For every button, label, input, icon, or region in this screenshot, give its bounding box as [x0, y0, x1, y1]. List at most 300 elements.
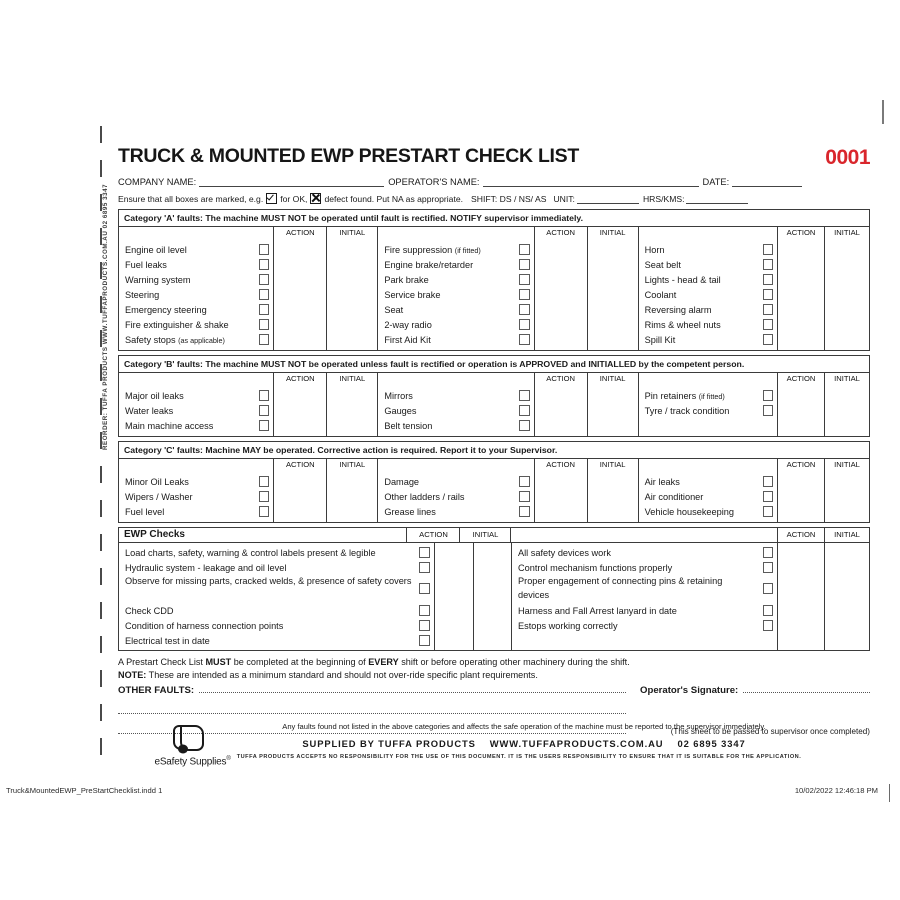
action-input[interactable] — [534, 470, 587, 522]
checklist-item[interactable] — [378, 474, 533, 489]
print-edge-tick — [889, 784, 891, 802]
item-label: Water leaks — [125, 405, 174, 416]
initial-input[interactable] — [473, 543, 511, 650]
section-heading: Category 'A' faults: The machine MUST NOT be operated until fault is rectified. NOTIFY supervisor immediately. — [119, 210, 869, 227]
items-list — [119, 238, 273, 350]
action-input[interactable] — [777, 543, 824, 650]
column-body — [378, 384, 637, 436]
initial-header: INITIAL — [824, 227, 869, 238]
checklist-item[interactable] — [119, 633, 434, 648]
column-2 — [377, 373, 637, 436]
item-label: First Aid Kit — [384, 334, 431, 345]
checklist-item[interactable] — [119, 257, 273, 272]
column-body — [639, 470, 869, 522]
column-body — [119, 543, 511, 650]
esafety-supplies-logo-block — [145, 722, 240, 767]
item-label: Control mechanism functions properly — [518, 562, 673, 573]
item-label: Wipers / Washer — [125, 491, 193, 502]
instruction-defect-text: defect found. Put NA as appropriate. — [324, 193, 463, 204]
print-filename: Truck&MountedEWP_PreStartChecklist.indd 1 — [6, 786, 163, 795]
action-input[interactable] — [534, 238, 587, 350]
checklist-item[interactable] — [512, 618, 777, 633]
esafety-supplies-logo-text — [145, 756, 240, 767]
checklist-item[interactable] — [378, 242, 533, 257]
item-checkbox[interactable] — [259, 506, 270, 517]
prestart-note-every: EVERY — [368, 657, 399, 667]
checklist-item[interactable] — [119, 242, 273, 257]
column-1 — [119, 459, 377, 522]
checklist-item[interactable] — [119, 575, 434, 603]
checklist-item[interactable] — [639, 257, 777, 272]
item-checkbox[interactable] — [259, 491, 270, 502]
pass-to-supervisor-note: (This sheet to be passed to supervisor once completed) — [670, 727, 870, 736]
action-header: ACTION — [777, 528, 824, 542]
item-checkbox[interactable] — [259, 289, 270, 300]
date-field[interactable] — [732, 176, 802, 187]
checklist-item[interactable] — [378, 317, 533, 332]
item-label: Proper engagement of connecting pins & retaining devices — [518, 576, 723, 600]
checklist-item-empty — [512, 633, 777, 648]
ewp-column-1 — [119, 543, 511, 650]
logo-wordmark: eSafety Supplies — [154, 756, 227, 768]
header-blank — [511, 528, 777, 542]
item-label: Electrical test in date — [125, 635, 210, 646]
other-faults-group — [118, 684, 626, 696]
item-checkbox[interactable] — [419, 635, 430, 646]
item-label: Fire suppression — [384, 244, 453, 255]
perforation-tick — [100, 466, 102, 483]
item-checkbox[interactable] — [419, 583, 430, 594]
hrskms-label: HRS/KMS: — [642, 193, 685, 204]
item-checkbox[interactable] — [259, 405, 270, 416]
action-header: ACTION — [777, 459, 824, 470]
checklist-item[interactable] — [119, 332, 273, 347]
column-1 — [119, 373, 377, 436]
item-label: Check CDD — [125, 605, 174, 616]
perforation-tick — [100, 568, 102, 585]
item-label: Engine oil level — [125, 244, 187, 255]
items-list — [378, 238, 533, 350]
initial-header: INITIAL — [587, 373, 638, 384]
item-checkbox[interactable] — [763, 506, 774, 517]
operator-signature-input[interactable] — [743, 684, 870, 693]
column-body — [119, 238, 377, 350]
checklist-item[interactable] — [378, 504, 533, 519]
column-2 — [377, 459, 637, 522]
column-header-strip — [639, 373, 869, 384]
action-header: ACTION — [406, 528, 459, 542]
item-label: Grease lines — [384, 506, 436, 517]
item-label: Hydraulic system - leakage and oil level — [125, 562, 287, 573]
perforation-tick — [100, 534, 102, 551]
item-label: Service brake — [384, 289, 441, 300]
section-category-b — [118, 355, 870, 437]
checklist-item[interactable] — [119, 618, 434, 633]
website-text: WWW.TUFFAPRODUCTS.COM.AU — [489, 738, 664, 749]
item-label: Air leaks — [644, 476, 680, 487]
item-label: Reversing alarm — [644, 304, 712, 315]
item-checkbox[interactable] — [259, 244, 270, 255]
other-faults-input-line-2[interactable] — [118, 705, 626, 714]
item-label: Tyre / track condition — [644, 405, 730, 416]
checklist-item[interactable] — [378, 489, 533, 504]
item-label: Load charts, safety, warning & control labels present & legible — [125, 547, 376, 558]
item-label: Major oil leaks — [125, 390, 184, 401]
item-label: Other ladders / rails — [384, 491, 465, 502]
checklist-item[interactable] — [378, 257, 533, 272]
item-checkbox[interactable] — [519, 319, 530, 330]
item-checkbox[interactable] — [519, 491, 530, 502]
checklist-item[interactable] — [639, 403, 777, 418]
item-checkbox[interactable] — [763, 491, 774, 502]
ewp-heading-col-2 — [510, 528, 869, 542]
company-name-label: COMPANY NAME: — [118, 177, 197, 187]
initial-header: INITIAL — [326, 227, 377, 238]
item-checkbox[interactable] — [519, 405, 530, 416]
item-checkbox[interactable] — [763, 274, 774, 285]
column-header-strip — [378, 373, 637, 384]
item-checkbox[interactable] — [519, 244, 530, 255]
checklist-item[interactable] — [639, 317, 777, 332]
initial-header: INITIAL — [326, 373, 377, 384]
action-header: ACTION — [534, 459, 587, 470]
action-header: ACTION — [534, 227, 587, 238]
items-list — [639, 384, 777, 436]
item-checkbox[interactable] — [519, 476, 530, 487]
action-header: ACTION — [534, 373, 587, 384]
checklist-item[interactable] — [512, 575, 777, 603]
checklist-item[interactable] — [119, 504, 273, 519]
item-checkbox[interactable] — [763, 547, 774, 558]
item-checkbox[interactable] — [419, 547, 430, 558]
item-label: Fire extinguisher & shake — [125, 319, 229, 330]
items-list — [378, 470, 533, 522]
header-blank — [639, 373, 777, 384]
checklist-item[interactable] — [639, 332, 777, 347]
perforation-tick-right — [882, 100, 884, 124]
ewp-header-columns — [119, 528, 869, 543]
crossed-box-icon — [310, 193, 321, 204]
item-checkbox[interactable] — [519, 390, 530, 401]
item-label: Vehicle housekeeping — [644, 506, 735, 517]
column-body — [119, 384, 377, 436]
item-label: Engine brake/retarder — [384, 259, 474, 270]
section-heading: Category 'C' faults: Machine MAY be operated. Corrective action is required. Report it to your Supervisor. — [119, 442, 869, 459]
disclaimer-text: TUFFA PRODUCTS ACCEPTS NO RESPONSIBILITY FOR THE USE OF THIS DOCUMENT. IT IS THE USERS RESPONSIBILITY TO ENSURE THAT IT IS SUITABLE FOR THE APPLICATION. — [236, 754, 802, 760]
item-label: Lights - head & tail — [644, 274, 721, 285]
perforation-tick — [100, 602, 102, 619]
items-list — [512, 543, 777, 650]
item-label: Observe for missing parts, cracked welds, & presence of safety covers — [125, 576, 412, 586]
operator-name-field[interactable] — [483, 176, 699, 187]
other-faults-input[interactable] — [199, 684, 626, 693]
item-checkbox[interactable] — [519, 289, 530, 300]
checklist-item[interactable] — [119, 302, 273, 317]
checklist-item[interactable] — [639, 504, 777, 519]
items-list — [639, 470, 777, 522]
item-label: Main machine access — [125, 420, 214, 431]
item-checkbox[interactable] — [519, 506, 530, 517]
column-body — [512, 543, 869, 650]
item-label: Park brake — [384, 274, 429, 285]
checklist-item[interactable] — [378, 332, 533, 347]
column-header-strip — [639, 227, 869, 238]
perforation-tick — [100, 636, 102, 653]
initial-input[interactable] — [824, 238, 869, 350]
item-checkbox[interactable] — [519, 420, 530, 431]
item-checkbox[interactable] — [763, 405, 774, 416]
prestart-note-must: MUST — [205, 657, 232, 667]
column-header-strip — [119, 373, 377, 384]
column-header-strip — [119, 227, 377, 238]
checklist-item[interactable] — [639, 489, 777, 504]
initial-input[interactable] — [326, 470, 377, 522]
checklist-item[interactable] — [119, 474, 273, 489]
item-checkbox[interactable] — [763, 583, 774, 594]
serial-number: 0001 — [825, 146, 870, 169]
perforation-tick — [100, 500, 102, 517]
action-input[interactable] — [777, 238, 824, 350]
item-checkbox[interactable] — [763, 259, 774, 270]
action-input[interactable] — [273, 238, 326, 350]
item-checkbox[interactable] — [763, 476, 774, 487]
checklist-item[interactable] — [639, 272, 777, 287]
items-list — [119, 543, 434, 650]
section-category-c — [118, 441, 870, 523]
identity-row — [118, 174, 870, 187]
column-header-strip — [511, 528, 869, 542]
perforation-tick — [100, 704, 102, 721]
item-checkbox[interactable] — [419, 605, 430, 616]
other-faults-line-2-row — [118, 705, 870, 716]
section-columns — [119, 373, 869, 436]
ewp-heading-col — [119, 528, 510, 542]
perforation-tick — [100, 738, 102, 755]
item-checkbox[interactable] — [259, 274, 270, 285]
column-1 — [119, 227, 377, 350]
initial-header: INITIAL — [824, 373, 869, 384]
ewp-body-columns — [119, 543, 869, 650]
hrskms-field[interactable] — [686, 194, 748, 204]
operator-signature-label: Operator's Signature: — [640, 685, 739, 696]
item-label: Rims & wheel nuts — [644, 319, 721, 330]
items-list — [639, 238, 777, 350]
column-header-strip — [378, 227, 637, 238]
item-checkbox[interactable] — [259, 259, 270, 270]
item-checkbox[interactable] — [763, 289, 774, 300]
items-list — [119, 384, 273, 436]
item-checkbox[interactable] — [763, 334, 774, 345]
section-heading: Category 'B' faults: The machine MUST NOT be operated unless fault is rectified or operation is APPROVED and INITIALLED by the competent person. — [119, 356, 869, 373]
checklist-item[interactable] — [119, 418, 273, 433]
item-checkbox[interactable] — [763, 390, 774, 401]
item-checkbox[interactable] — [763, 244, 774, 255]
column-3 — [638, 373, 869, 436]
checklist-item[interactable] — [378, 388, 533, 403]
checklist-item[interactable] — [378, 302, 533, 317]
item-checkbox[interactable] — [259, 334, 270, 345]
section-columns — [119, 227, 869, 350]
checklist-item[interactable] — [512, 545, 777, 560]
item-label: Condition of harness connection points — [125, 620, 284, 631]
initial-input[interactable] — [587, 238, 638, 350]
item-label: Coolant — [644, 289, 677, 300]
checklist-item[interactable] — [639, 287, 777, 302]
item-checkbox[interactable] — [419, 562, 430, 573]
initial-input[interactable] — [824, 384, 869, 436]
checklist-item[interactable] — [119, 272, 273, 287]
section-ewp-checks — [118, 527, 870, 651]
item-checkbox[interactable] — [519, 274, 530, 285]
action-header: ACTION — [777, 227, 824, 238]
item-label: Harness and Fall Arrest lanyard in date — [518, 605, 677, 616]
item-label: Warning system — [125, 274, 191, 285]
print-timestamp: 10/02/2022 12:46:18 PM — [794, 786, 878, 795]
header-blank — [639, 227, 777, 238]
prestart-note-e: shift or before operating other machinery during the shift. — [398, 657, 630, 667]
item-label: Mirrors — [384, 390, 413, 401]
checklist-item[interactable] — [378, 418, 533, 433]
initial-input[interactable] — [326, 238, 377, 350]
header-blank — [378, 459, 533, 470]
initial-header: INITIAL — [824, 528, 869, 542]
column-header-strip — [378, 459, 637, 470]
item-checkbox[interactable] — [763, 319, 774, 330]
column-body — [639, 238, 869, 350]
column-2 — [377, 227, 637, 350]
action-header: ACTION — [273, 373, 326, 384]
phone-text: 02 6895 3347 — [677, 738, 746, 749]
column-body — [119, 470, 377, 522]
initial-input[interactable] — [587, 384, 638, 436]
action-input[interactable] — [273, 470, 326, 522]
supplied-by-text: SUPPLIED BY TUFFA PRODUCTS — [302, 738, 476, 749]
signature-group — [626, 684, 870, 696]
item-sublabel: (as applicable) — [178, 335, 225, 345]
item-checkbox[interactable] — [259, 420, 270, 431]
footer-note: Any faults found not listed in the above categories and affects the safe operation of the machine must be reported to the supervisor immediately. — [282, 722, 766, 731]
action-input[interactable] — [777, 384, 824, 436]
checklist-item[interactable] — [119, 317, 273, 332]
checklist-item[interactable] — [119, 489, 273, 504]
item-checkbox[interactable] — [419, 620, 430, 631]
prestart-note-c: be completed at the beginning of — [231, 657, 369, 667]
item-checkbox[interactable] — [763, 620, 774, 631]
item-checkbox[interactable] — [763, 605, 774, 616]
unit-label: UNIT: — [553, 193, 575, 204]
checklist-item-empty — [639, 418, 777, 433]
column-body — [378, 238, 637, 350]
checklist-item[interactable] — [119, 545, 434, 560]
item-checkbox[interactable] — [259, 390, 270, 401]
item-checkbox[interactable] — [519, 334, 530, 345]
action-header: ACTION — [777, 373, 824, 384]
initial-header: INITIAL — [326, 459, 377, 470]
unit-field[interactable] — [577, 194, 639, 204]
item-checkbox[interactable] — [763, 562, 774, 573]
item-label: Minor Oil Leaks — [125, 476, 189, 487]
checklist-item[interactable] — [378, 272, 533, 287]
checklist-item[interactable] — [639, 302, 777, 317]
item-label: Fuel level — [125, 506, 165, 517]
item-label: Pin retainers — [644, 390, 697, 401]
items-list — [378, 384, 533, 436]
checklist-item[interactable] — [512, 560, 777, 575]
other-faults-label: OTHER FAULTS: — [118, 685, 195, 696]
item-checkbox[interactable] — [519, 304, 530, 315]
item-label: Damage — [384, 476, 420, 487]
action-input[interactable] — [434, 543, 473, 650]
action-input[interactable] — [273, 384, 326, 436]
column-body — [378, 470, 637, 522]
item-label: Gauges — [384, 405, 417, 416]
item-checkbox[interactable] — [259, 476, 270, 487]
initial-input[interactable] — [824, 543, 869, 650]
checklist-item[interactable] — [639, 474, 777, 489]
checklist-item[interactable] — [512, 603, 777, 618]
section-columns — [119, 459, 869, 522]
initial-input[interactable] — [824, 470, 869, 522]
logo-registered-mark: ® — [226, 756, 231, 762]
item-checkbox[interactable] — [763, 304, 774, 315]
perforation-tick — [100, 670, 102, 687]
item-sublabel: (if fitted) — [698, 391, 725, 401]
header-blank — [119, 373, 273, 384]
checklist-item[interactable] — [119, 560, 434, 575]
initial-input[interactable] — [326, 384, 377, 436]
date-label: DATE: — [702, 177, 730, 187]
item-checkbox[interactable] — [259, 319, 270, 330]
initial-input[interactable] — [587, 470, 638, 522]
shift-label: SHIFT: DS / NS/ AS — [471, 193, 547, 204]
checklist-item[interactable] — [119, 603, 434, 618]
company-name-field[interactable] — [199, 176, 384, 187]
instruction-row — [118, 192, 870, 205]
section-category-a — [118, 209, 870, 351]
column-3 — [638, 227, 869, 350]
item-label: All safety devices work — [518, 547, 611, 558]
esafety-supplies-logo-icon — [145, 722, 240, 755]
checklist-item[interactable] — [378, 287, 533, 302]
checklist-item[interactable] — [119, 287, 273, 302]
operator-name-label: OPERATOR'S NAME: — [388, 177, 480, 187]
checklist-item[interactable] — [639, 242, 777, 257]
action-header: ACTION — [273, 227, 326, 238]
checklist-item[interactable] — [378, 403, 533, 418]
checklist-item[interactable] — [119, 403, 273, 418]
action-input[interactable] — [534, 384, 587, 436]
note-label: NOTE: — [118, 669, 147, 680]
column-header-strip — [639, 459, 869, 470]
item-sublabel: (if fitted) — [454, 245, 481, 255]
header-blank — [378, 227, 533, 238]
item-label: Seat — [384, 304, 404, 315]
header-blank — [119, 227, 273, 238]
item-checkbox[interactable] — [519, 259, 530, 270]
checklist-item[interactable] — [119, 388, 273, 403]
checklist-item[interactable] — [639, 388, 777, 403]
action-input[interactable] — [777, 470, 824, 522]
column-header-strip — [119, 528, 510, 542]
item-label: Estops working correctly — [518, 620, 618, 631]
column-body — [639, 384, 869, 436]
item-checkbox[interactable] — [259, 304, 270, 315]
item-label: Belt tension — [384, 420, 433, 431]
item-label: Emergency steering — [125, 304, 207, 315]
checked-box-icon — [266, 193, 277, 204]
item-label: Safety stops — [125, 334, 176, 345]
initial-header: INITIAL — [824, 459, 869, 470]
